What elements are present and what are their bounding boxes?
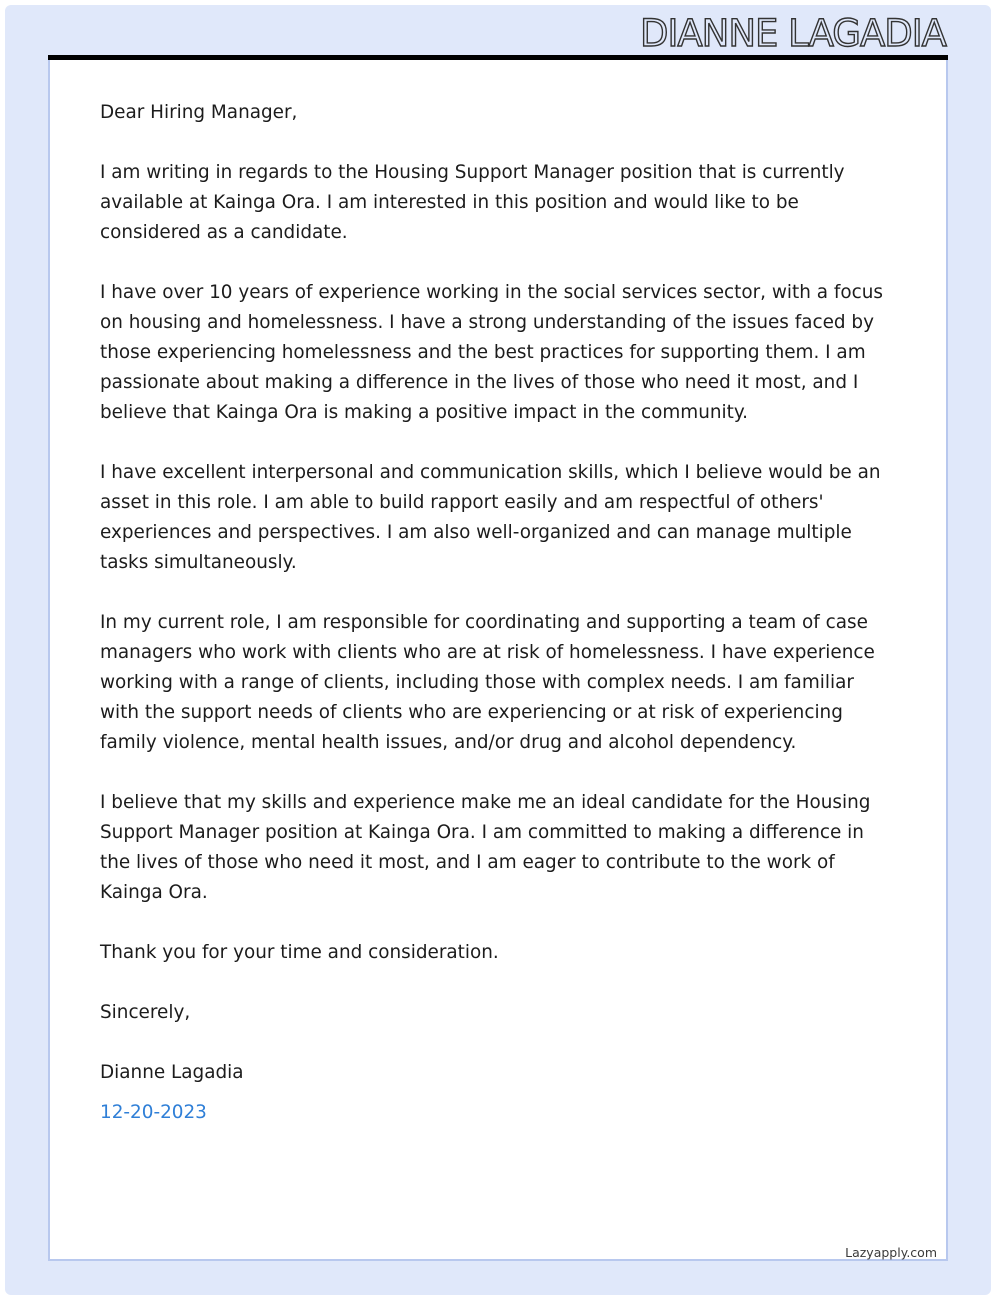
paragraph-intro: I am writing in regards to the Housing Support Manager position that is currently available at Kainga Ora. I am interested in this position and would like to be considered as a candidate. [100,162,845,243]
paragraph-skills: I have excellent interpersonal and communication skills, which I believe would be an asset in this role. I am able to build rapport easily and am respectful of others' experiences and perspectives. I am also well-organized and can manage multiple tasks simultaneously. [100,462,881,573]
paragraph-current-role: In my current role, I am responsible for coordinating and supporting a team of case managers who work with clients who are at risk of homelessness. I have experience working with a range of clients, including those with complex needs. I am familiar with the support needs of clients who are experiencing or at risk of experiencing family violence, mental health issues, and/or drug and alcohol dependency. [100,612,875,753]
closing: Sincerely, [100,1002,191,1023]
salutation: Dear Hiring Manager, [100,102,298,123]
paragraph-summary: I believe that my skills and experience make me an ideal candidate for the Housing Support Manager position at Kainga Ora. I am committed to making a difference in the lives of those who need it most, and I am eager to contribute to the work of Kainga Ora. [100,792,871,903]
watermark-text: Lazyapply.com [845,1245,937,1260]
letter-date: 12-20-2023 [100,1102,207,1123]
paragraph-experience: I have over 10 years of experience working in the social services sector, with a focus on housing and homelessness. I have a strong understanding of the issues faced by those experiencing homelessness and the best practices for supporting them. I am passionate about making a difference in the lives of those who need it most, and I believe that Kainga Ora is making a positive impact in the community. [100,282,883,423]
applicant-name-header: DIANNE LAGADIA [639,12,946,55]
signature: Dianne Lagadia [100,1062,244,1083]
paragraph-thanks: Thank you for your time and consideration. [100,942,499,963]
cover-letter-body [100,98,895,1128]
